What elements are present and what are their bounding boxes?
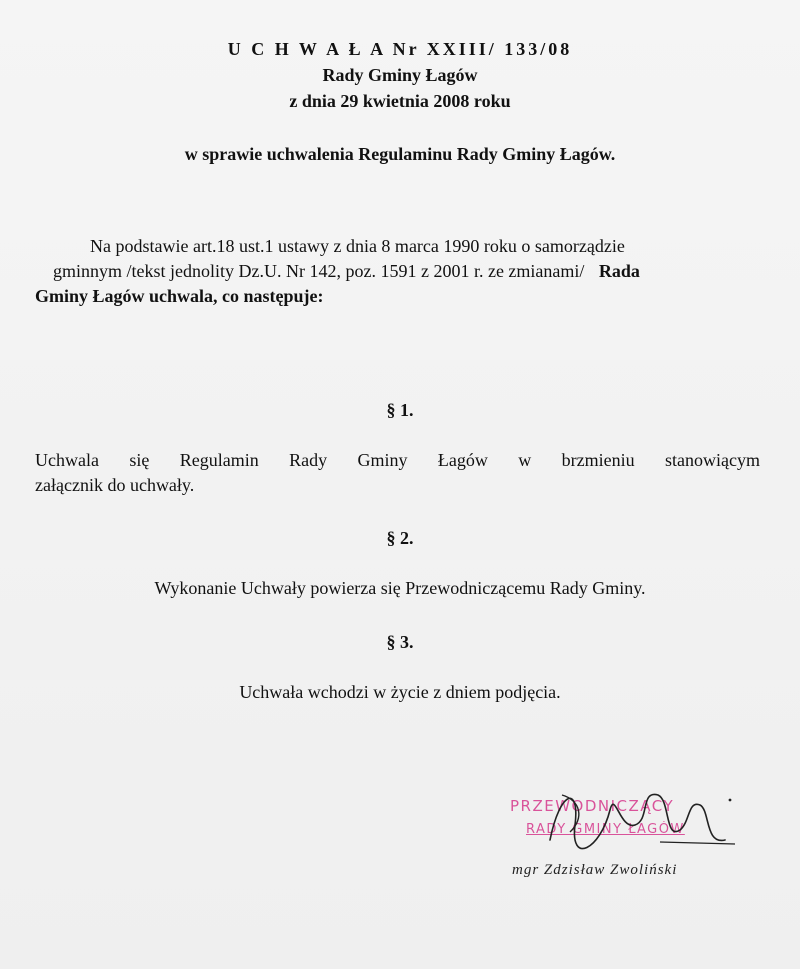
signatory-name: mgr Zdzisław Zwoliński <box>512 862 678 878</box>
resolution-subject: w sprawie uchwalenia Regulaminu Rady Gminy Łagów. <box>184 144 616 164</box>
section-1-line-1: Uchwala się Regulamin Rady Gminy Łagów w brzmieniu stanowiącym <box>35 450 760 470</box>
stamp-line-1: PRZEWODNICZĄCY <box>510 797 675 815</box>
resolution-title <box>0 36 800 62</box>
legal-basis-line-3-bold: Gminy Łagów uchwala, co następuje: <box>35 286 324 306</box>
council-name: Rady Gminy Łagów <box>322 65 478 85</box>
section-1-line-2: załącznik do uchwały. <box>35 475 195 495</box>
section-2-text: Wykonanie Uchwały powierza się Przewodniczącemu Rady Gminy. <box>154 578 646 598</box>
legal-basis-line-1: Na podstawie art.18 ust.1 ustawy z dnia 8 marca 1990 roku o samorządzie <box>90 236 625 256</box>
resolution-title-text: U C H W A Ł A Nr XXIII/ 133/08 <box>227 39 573 59</box>
legal-basis-line-2-bold: Rada <box>598 261 640 281</box>
handwritten-signature <box>540 770 740 860</box>
section-1-label: § 1. <box>386 400 414 420</box>
stamp-line-2: RADY GMINY ŁAGÓW <box>526 822 685 837</box>
section-3-text: Uchwała wchodzi w życie z dniem podjęcia. <box>239 682 561 702</box>
resolution-date: z dnia 29 kwietnia 2008 roku <box>289 91 511 111</box>
section-3-label: § 3. <box>386 632 414 652</box>
section-2-label: § 2. <box>386 528 414 548</box>
legal-basis-paragraph <box>35 234 765 309</box>
legal-basis-line-2-text: gminnym /tekst jednolity Dz.U. Nr 142, poz. 1591 z 2001 r. ze zmianami/ <box>53 261 585 281</box>
section-1-text <box>35 448 760 498</box>
legal-basis-line-2 <box>35 259 765 284</box>
